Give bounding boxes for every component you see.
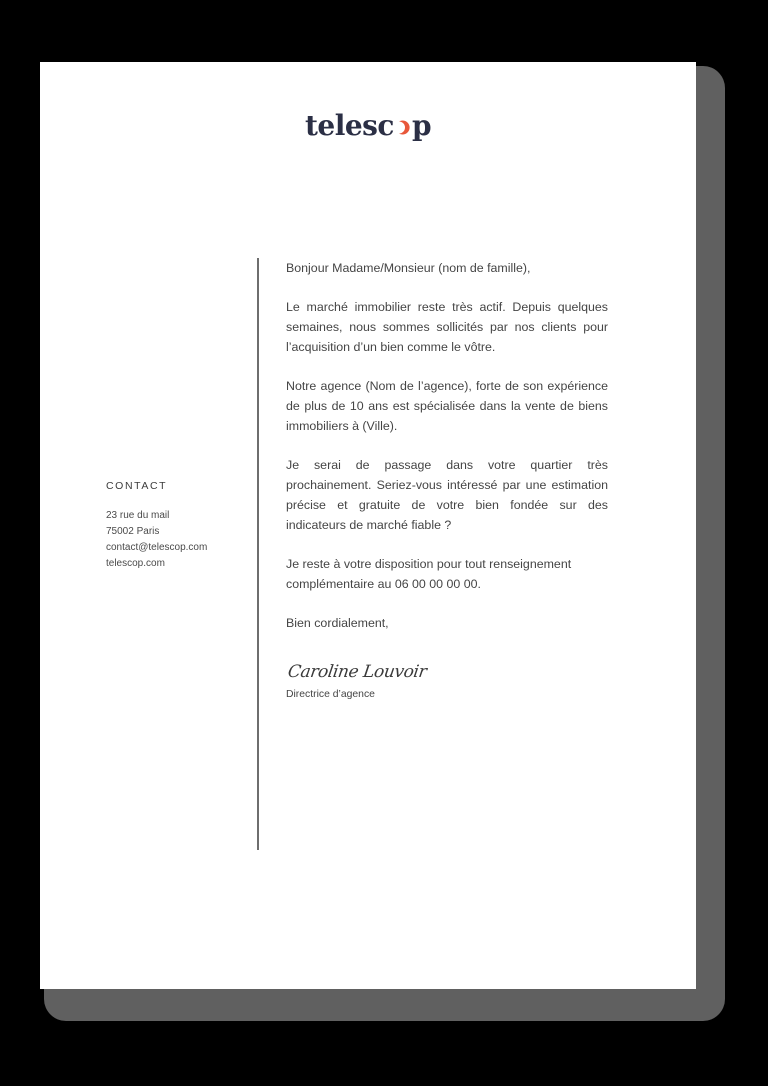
contact-title: CONTACT	[106, 480, 168, 492]
letter-page	[40, 62, 696, 989]
logo-text-start: telesc	[304, 109, 394, 142]
contact-address-street: 23 rue du mail	[106, 510, 170, 521]
letter-paragraph: Je serai de passage dans votre quartier très prochainement. Seriez-vous intéressé par une estimation précise et gratuite de votre bien fondée sur des indicateurs de marché fiable ?	[286, 458, 608, 532]
contact-address-city: 75002 Paris	[106, 526, 160, 537]
contact-block	[106, 480, 207, 572]
brand-logo	[40, 108, 696, 144]
letter-paragraph: Je reste à votre disposition pour tout renseignement complémentaire au 06 00 00 00 00.	[286, 557, 572, 591]
letter-greeting: Bonjour Madame/Monsieur (nom de famille),	[286, 261, 531, 275]
contact-website: telescop.com	[106, 558, 165, 569]
logo-text-end: p	[411, 109, 432, 142]
letter-paragraph: Le marché immobilier reste très actif. Depuis quelques semaines, nous sommes sollicités par nos clients pour l’acquisition d’un bien comme le vôtre.	[286, 300, 608, 354]
handwritten-signature: Caroline Louvoir	[286, 662, 428, 682]
letter-body	[286, 258, 608, 705]
vertical-divider	[257, 258, 259, 850]
logo-crescent-icon	[395, 119, 411, 136]
signer-role: Directrice d’agence	[286, 689, 375, 700]
letter-closing: Bien cordialement,	[286, 616, 389, 630]
contact-email: contact@telescop.com	[106, 542, 208, 553]
letter-paragraph: Notre agence (Nom de l’agence), forte de son expérience de plus de 10 ans est spécialisée dans la vente de biens immobiliers à (Ville).	[286, 379, 608, 433]
